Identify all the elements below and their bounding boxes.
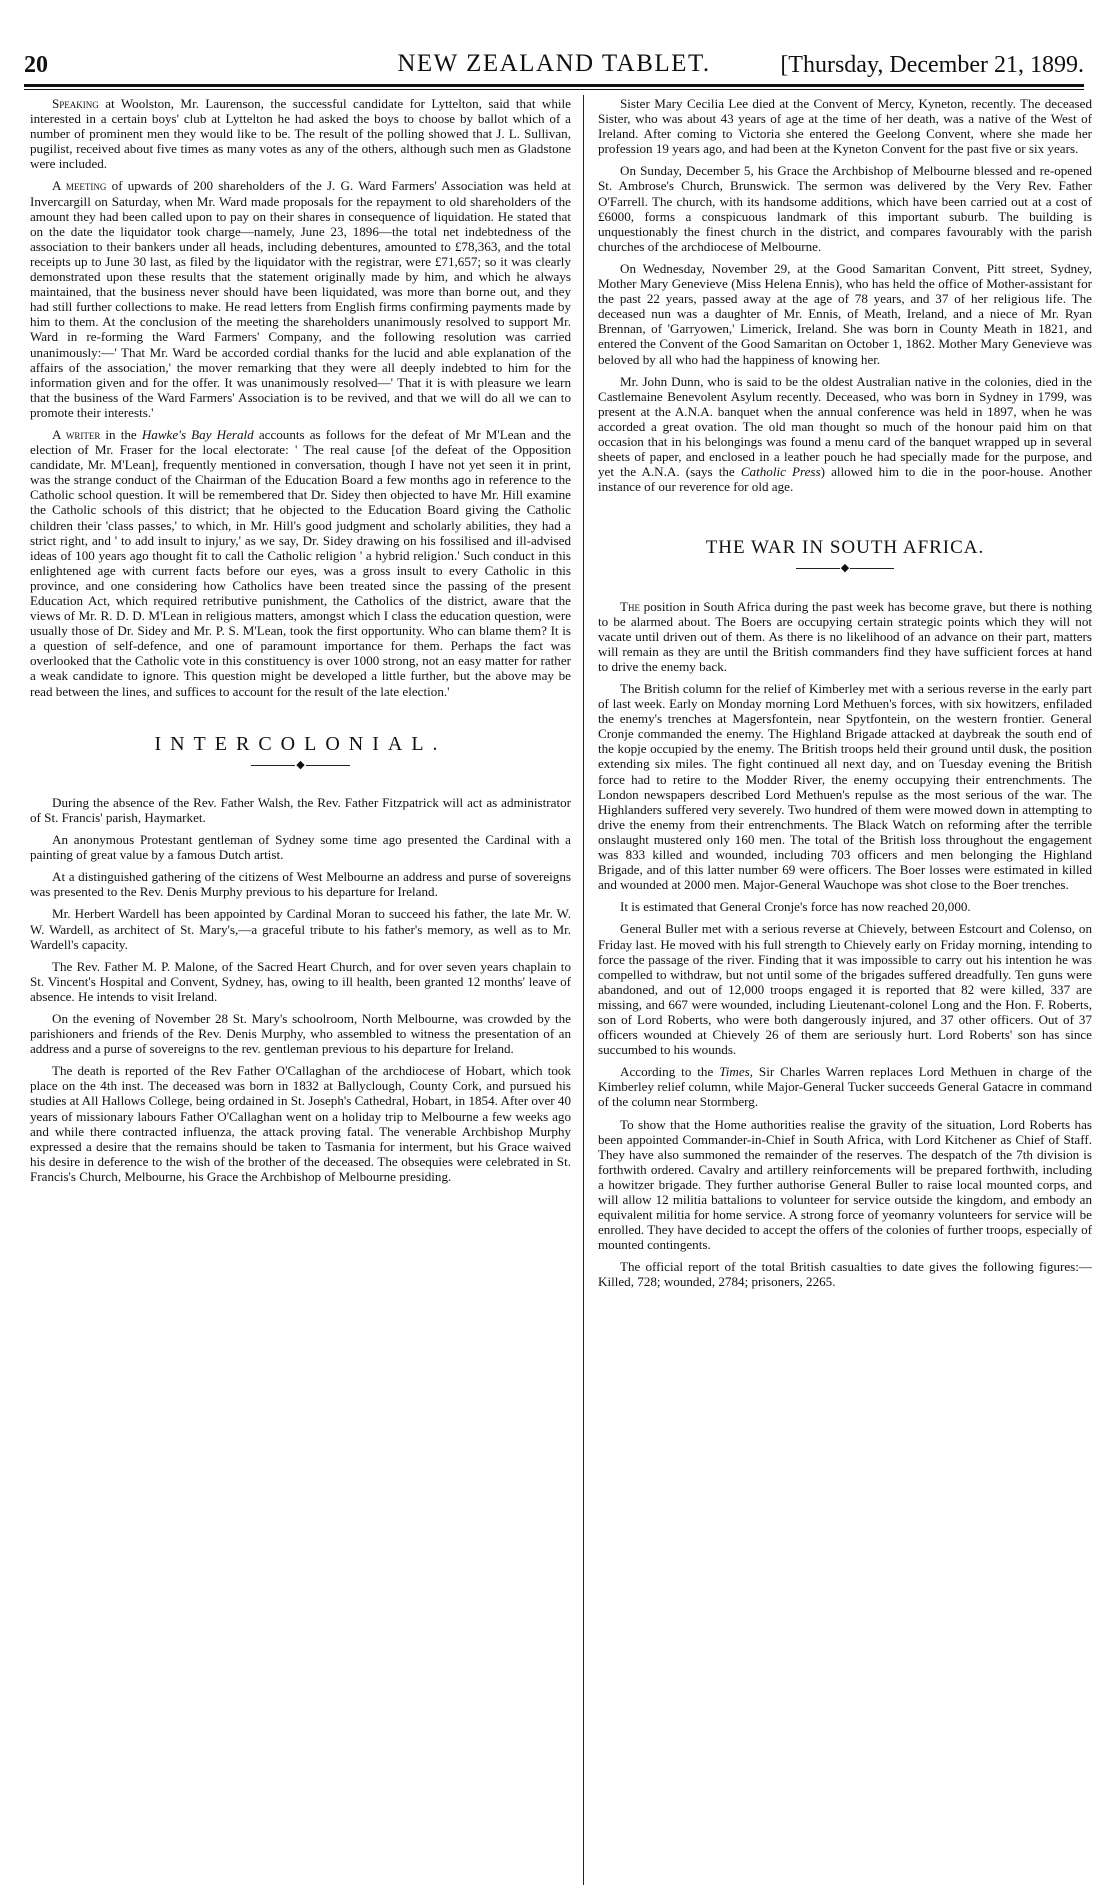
section-heading-intercolonial: INTERCOLONIAL. (154, 732, 447, 755)
article-paragraph: A meeting of upwards of 200 shareholders of the J. G. Ward Farmers' Association was held at Invercargill on Saturday, when Mr. Ward made proposals for the repayment to old shareholders of the amount they had been called upon to pay on their shares in consequence of liquidation. He stated that on the date the liquidator took charge—namely, June 23, 1896—the total net indebtedness of the association to their bankers under all heads, including debentures, amounted to £78,363, and the total receipts up to June 30 last, as filed by the liquidator with the registrar, were £71,657; so it was clearly demonstrated upon these results that the statement originally made by him, and which he always maintained, that the business never should have been liquidated, was more than borne out, and they had still further collections to make. He read letters from English firms confirming payments made by him to them. At the conclusion of the meeting the shareholders unanimously resolved to support Mr. Ward in re-forming the Ward Farmers' Company, and the following resolution was carried unanimously:—' That Mr. Ward be accorded cordial thanks for the lucid and able explanation of the affairs of the association,' the mover remarking that they were all deeply indebted to him for the information given and for the offer. It was unanimously resolved—' That it is with pleasure we learn that the business of the Ward Farmers' Association is to be revived, and that we will do all we can to promote their interests.' (30, 178, 572, 420)
article-paragraph: During the absence of the Rev. Father Walsh, the Rev. Father Fitzpatrick will act as administrator of St. Francis' parish, Haymarket. (30, 794, 571, 825)
article-paragraph: On the evening of November 28 St. Mary's schoolroom, North Melbourne, was crowded by the parishioners and friends of the Rev. Denis Murphy, who assembled to witness the presentation of an address and a purse of sovereigns to the rev. gentleman previous to his departure for Ireland. (30, 1010, 571, 1057)
article-paragraph: Mr. Herbert Wardell has been appointed by Cardinal Moran to succeed his father, the late Mr. W. W. Wardell, as architect of St. Mary's,—a graceful tribute to his father's memory, as well as to Mr. Wardell's capacity. (30, 906, 571, 952)
article-paragraph: On Sunday, December 5, his Grace the Archbishop of Melbourne blessed and re-opened St. Ambrose's Church, Brunswick. The sermon was delivered by the Very Rev. Father O'Farrell. The church, with its handsome additions, which have been carried out at a cost of £6000, forms a conspicuous landmark of this important suburb. The building is unquestionably the finest church in the district, and compares favourably with the parish churches of the archdiocese of Melbourne. (598, 163, 1092, 254)
article-paragraph: Mr. John Dunn, who is said to be the oldest Australian native in the colonies, died in the Castlemaine Benevolent Asylum recently. Deceased, who was born in Sydney in 1799, was present at the A.N.A. banquet when the annual conference was held in 1897, when he was accorded a great ovation. The old man thought so much of the honour paid him on that occasion that in his belongings was found a menu card of the banquet wrapped up in several sheets of paper, and enclosed in a leather pouch he had specially made for the purpose, and yet the A.N.A. (says the Catholic Press) allowed him to die in the poor-house. Another instance of our reverence for old age. (598, 373, 1093, 495)
article-paragraph: Sister Mary Cecilia Lee died at the Convent of Mercy, Kyneton, recently. The deceased Sister, who was about 43 years of age at the time of her death, was a native of the West of Ireland. After coming to Victoria she entered the Geelong Convent, where she made her profession 19 years ago, and had been at the Kyneton Convent for the past five or six years. (598, 96, 1092, 157)
page-number: 20 (24, 52, 48, 78)
column-divider (583, 95, 584, 1885)
header-rule (24, 84, 1084, 87)
section-ornament: ◆ (598, 561, 1092, 576)
article-paragraph: An anonymous Protestant gentleman of Sydney some time ago presented the Cardinal with a painting of great value by a famous Dutch artist. (30, 832, 571, 863)
page-header (24, 48, 1084, 84)
article-paragraph: It is estimated that General Cronje's force has now reached 20,000. (620, 899, 971, 915)
article-paragraph: On Wednesday, November 29, at the Good Samaritan Convent, Pitt street, Sydney, Mother Mary Genevieve (Miss Helena Ennis), who has held the office of Mother-assistant for the past 22 years, passed away at the age of 78 years, and 37 of her religious life. The deceased nun was a daughter of Mr. Ennis, of Meath, Ireland, and a niece of Mr. Ryan Brennan, of 'Garryowen,' Limerick, Ireland. She was born in County Meath in 1821, and entered the Convent of the Good Samaritan on October 1, 1862. Mother Mary Genevieve was beloved by all who had the happiness of knowing her. (598, 260, 1092, 367)
article-paragraph: The death is reported of the Rev Father O'Callaghan of the archdiocese of Hobart, which took place on the 4th inst. The deceased was born in 1832 at Ballyclough, County Cork, and pursued his studies at All Hallows College, being ordained in St. Joseph's Cathedral, Hobart, in 1854. After over 40 years of missionary labours Father O'Callaghan went on a holiday trip to Melbourne a few weeks ago and while there contracted influenza, the attack proving fatal. The venerable Archbishop Murphy expressed a desire that the remains should be taken to Tasmania for interment, but his Grace waived his desire in deference to the wish of the brother of the deceased. The obsequies were celebrated in St. Francis's Church, Melbourne, his Grace the Archbishop of Melbourne presiding. (30, 1063, 571, 1184)
article-paragraph: Speaking at Woolston, Mr. Laurenson, the successful candidate for Lyttelton, said that while interested in a certain boys' club at Lyttelton he had asked the boys to choose by ballot which of a number of prominent men they would like to be. The result of the polling showed that J. L. Sullivan, pugilist, received about five times as many votes as any of the others, although such men as Gladstone were included. (30, 96, 571, 172)
article-paragraph: A writer in the Hawke's Bay Herald accounts as follows for the defeat of Mr M'Lean and the election of Mr. Fraser for the local electorate: ' The real cause [of the defeat of the Opposition candidate, Mr. M'Lean], frequently mentioned in conversation, though I have not yet seen it in print, was the strange conduct of the Chairman of the Education Board a few months ago in reference to the Catholic school question. It will be remembered that Dr. Sidey then objected to have Mr. Hill examine the Catholic schools of this district; that he objected to the Education Board giving the Catholic children their 'class passes,' to which, in Mr. Hill's good judgment and scholarly abilities, they had a strict right, and ' to add insult to injury,' as we say, Dr. Sidey drawing on his fossilised and ill-advised ideas of 100 years ago thought fit to call the Catholic religion ' a hybrid religion.' Such conduct in this enlightened age with current facts before our eyes, was a gross insult to every Catholic in this province, and one considering how Catholics have been treated since the passing of the present Education Act, which required retributive punishment, the Catholics of the district, aware that the views of Mr. R. D. D. M'Lean in religious matters, amongst which I class the education question, were usually those of Dr. Sidey and Mr. P. S. M'Lean, took the first opportunity. Who can blame them? It is a question of self-defence, and one of paramount importance for them. Perhaps the fact was overlooked that the Catholic vote in this constituency is over 1000 strong, not an easy matter for rather a weak candidate to ignore. This question might be developed a little further, but the above may be read between the lines, and suffices to account for the result of the late election.' (30, 426, 571, 699)
section-ornament: ◆ (30, 758, 571, 773)
article-paragraph: According to the Times, Sir Charles Warren replaces Lord Methuen in charge of the Kimberley relief column, while Major-General Tucker succeeds General Gatacre in command of the column near Stormberg. (598, 1064, 1092, 1110)
issue-date: [Thursday, December 21, 1899. (780, 52, 1084, 78)
newspaper-title: NEW ZEALAND TABLET. (397, 50, 711, 77)
left-column (30, 96, 571, 1191)
article-paragraph: The position in South Africa during the past week has become grave, but there is nothing to be alarmed about. The Boers are occupying certain strategic points which they will not vacate until driven out of them. As there is no likelihood of an advance on their part, matters will remain as they are until the British commanders find they have sufficient forces at hand to drive the enemy back. (598, 598, 1092, 674)
article-paragraph: To show that the Home authorities realise the gravity of the situation, Lord Roberts has been appointed Commander-in-Chief in South Africa, with Lord Kitchener as Chief of Staff. They have also summoned the remainder of the reserves. The despatch of the 7th division is forthwith ordered. Cavalry and artillery reinforcements will be prepared forthwith, including a howitzer brigade. They further authorise General Buller to raise local mounted corps, and will allow 12 militia battalions to volunteer for service outside the kingdom, and embody an equivalent militia for home service. A strong force of yeomanry volunteers for service will be enrolled. They have decided to accept the offers of the colonies of further troops, especially of mounted contingents. (598, 1116, 1092, 1253)
article-paragraph: The Rev. Father M. P. Malone, of the Sacred Heart Church, and for over seven years chaplain to St. Vincent's Hospital and Convent, Sydney, has, owing to ill health, been granted 12 months' leave of absence. He intends to visit Ireland. (30, 958, 571, 1004)
article-paragraph: The official report of the total British casualties to date gives the following figures:—Killed, 728; wounded, 2784; prisoners, 2265. (598, 1259, 1092, 1290)
article-paragraph: The British column for the relief of Kimberley met with a serious reverse in the early part of last week. Early on Monday morning Lord Methuen's forces, with six howitzers, enfiladed the enemy's trenches at Magersfontein, near Spytfontein, on the western frontier. General Cronje commanded the enemy. The Highland Brigade attacked at daybreak the south end of the kopje occupied by the enemy. The British troops held their ground until dusk, the position extending six miles. The fight continued all next day, and on Tuesday evening the British force had to retire to the Modder River, the enemy occupying their entrenchments. The London newspapers described Lord Methuen's repulse as the most serious of the war. The Highlanders suffered very severely. Two hundred of them were mowed down in attempting to drive the enemy from their entrenchments. The Black Watch on reforming after the terrible onslaught mustered only 160 men. The total of the British loss throughout the engagement was 833 killed and wounded, including 703 officers and men belonging the Highland Brigade, and of this latter number 69 were officers. The Boer losses were estimated in killed and wounded at 2000 men. Major-General Wauchope was shot close to the Boer trenches. (598, 681, 1092, 893)
section-heading-war: THE WAR IN SOUTH AFRICA. (705, 537, 985, 559)
right-column (598, 96, 1092, 1297)
article-paragraph: At a distinguished gathering of the citizens of West Melbourne an address and purse of sovereigns was presented to the Rev. Denis Murphy previous to his departure for Ireland. (30, 869, 571, 900)
header-rule-thin (24, 89, 1084, 90)
article-paragraph: General Buller met with a serious reverse at Chievely, between Estcourt and Colenso, on Friday last. He moved with his full strength to Chievely early on Friday morning, intending to force the passage of the river. Finding that it was impossible to carry out his intention he was compelled to withdraw, but not until some of the brigades suffered dreadfully. Ten guns were abandoned, and out of 12,000 troops engaged it is reported that 82 were killed, 337 are missing, and 667 were wounded, including Lieutenant-colonel Long and the Hon. F. Roberts, son of Lord Roberts, who were both dangerously injured, and 37 other officers. Out of 37 officers wounded at Chievely 26 of them are seriously hurt. Lord Roberts' son has since succumbed to his wounds. (598, 921, 1092, 1058)
